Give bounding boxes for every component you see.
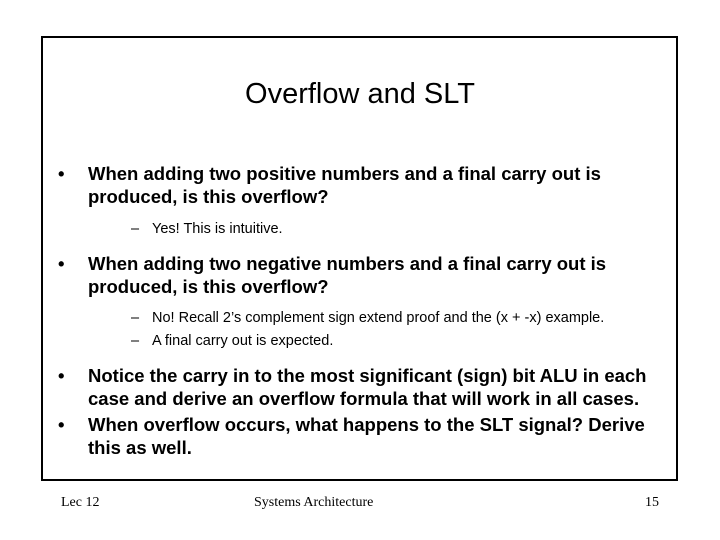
bullet-marker: • [58,414,65,435]
bullet-list [56,162,676,459]
bullet-text: When adding two positive numbers and a final carry out is produced, is this overflow? [88,163,601,207]
sub-item [88,330,676,353]
bullet-item-positive-overflow [56,162,676,241]
bullet-marker: • [58,163,65,184]
sub-marker: – [131,310,140,326]
sub-item-text: No! Recall 2’s complement sign extend proof and the (x + -x) example. [152,310,605,326]
bullet-marker: • [58,365,65,386]
sub-list [88,218,676,241]
bullet-item-negative-overflow [56,252,676,353]
sub-item-text: A final carry out is expected. [152,333,334,349]
sub-item-text: Yes! This is intuitive. [152,221,283,237]
footer-lecture: Lec 12 [61,495,100,510]
bullet-item-carry-in [56,364,676,410]
sub-item [88,218,676,241]
sub-marker: – [131,333,140,349]
slide-title: Overflow and SLT [245,78,475,110]
bullet-text: When overflow occurs, what happens to the SLT signal? Derive this as well. [88,414,645,458]
footer-page-number: 15 [645,495,659,510]
bullet-text: When adding two negative numbers and a final carry out is produced, is this overflow? [88,253,607,297]
bullet-marker: • [58,253,65,274]
footer-course: Systems Architecture [254,495,374,510]
bullet-text: Notice the carry in to the most significant (sign) bit ALU in each case and derive an overflow formula that will work in all cases. [88,365,647,409]
sub-item [88,307,676,330]
bullet-item-slt-signal [56,413,676,459]
sub-marker: – [131,221,140,237]
sub-list [88,307,676,353]
